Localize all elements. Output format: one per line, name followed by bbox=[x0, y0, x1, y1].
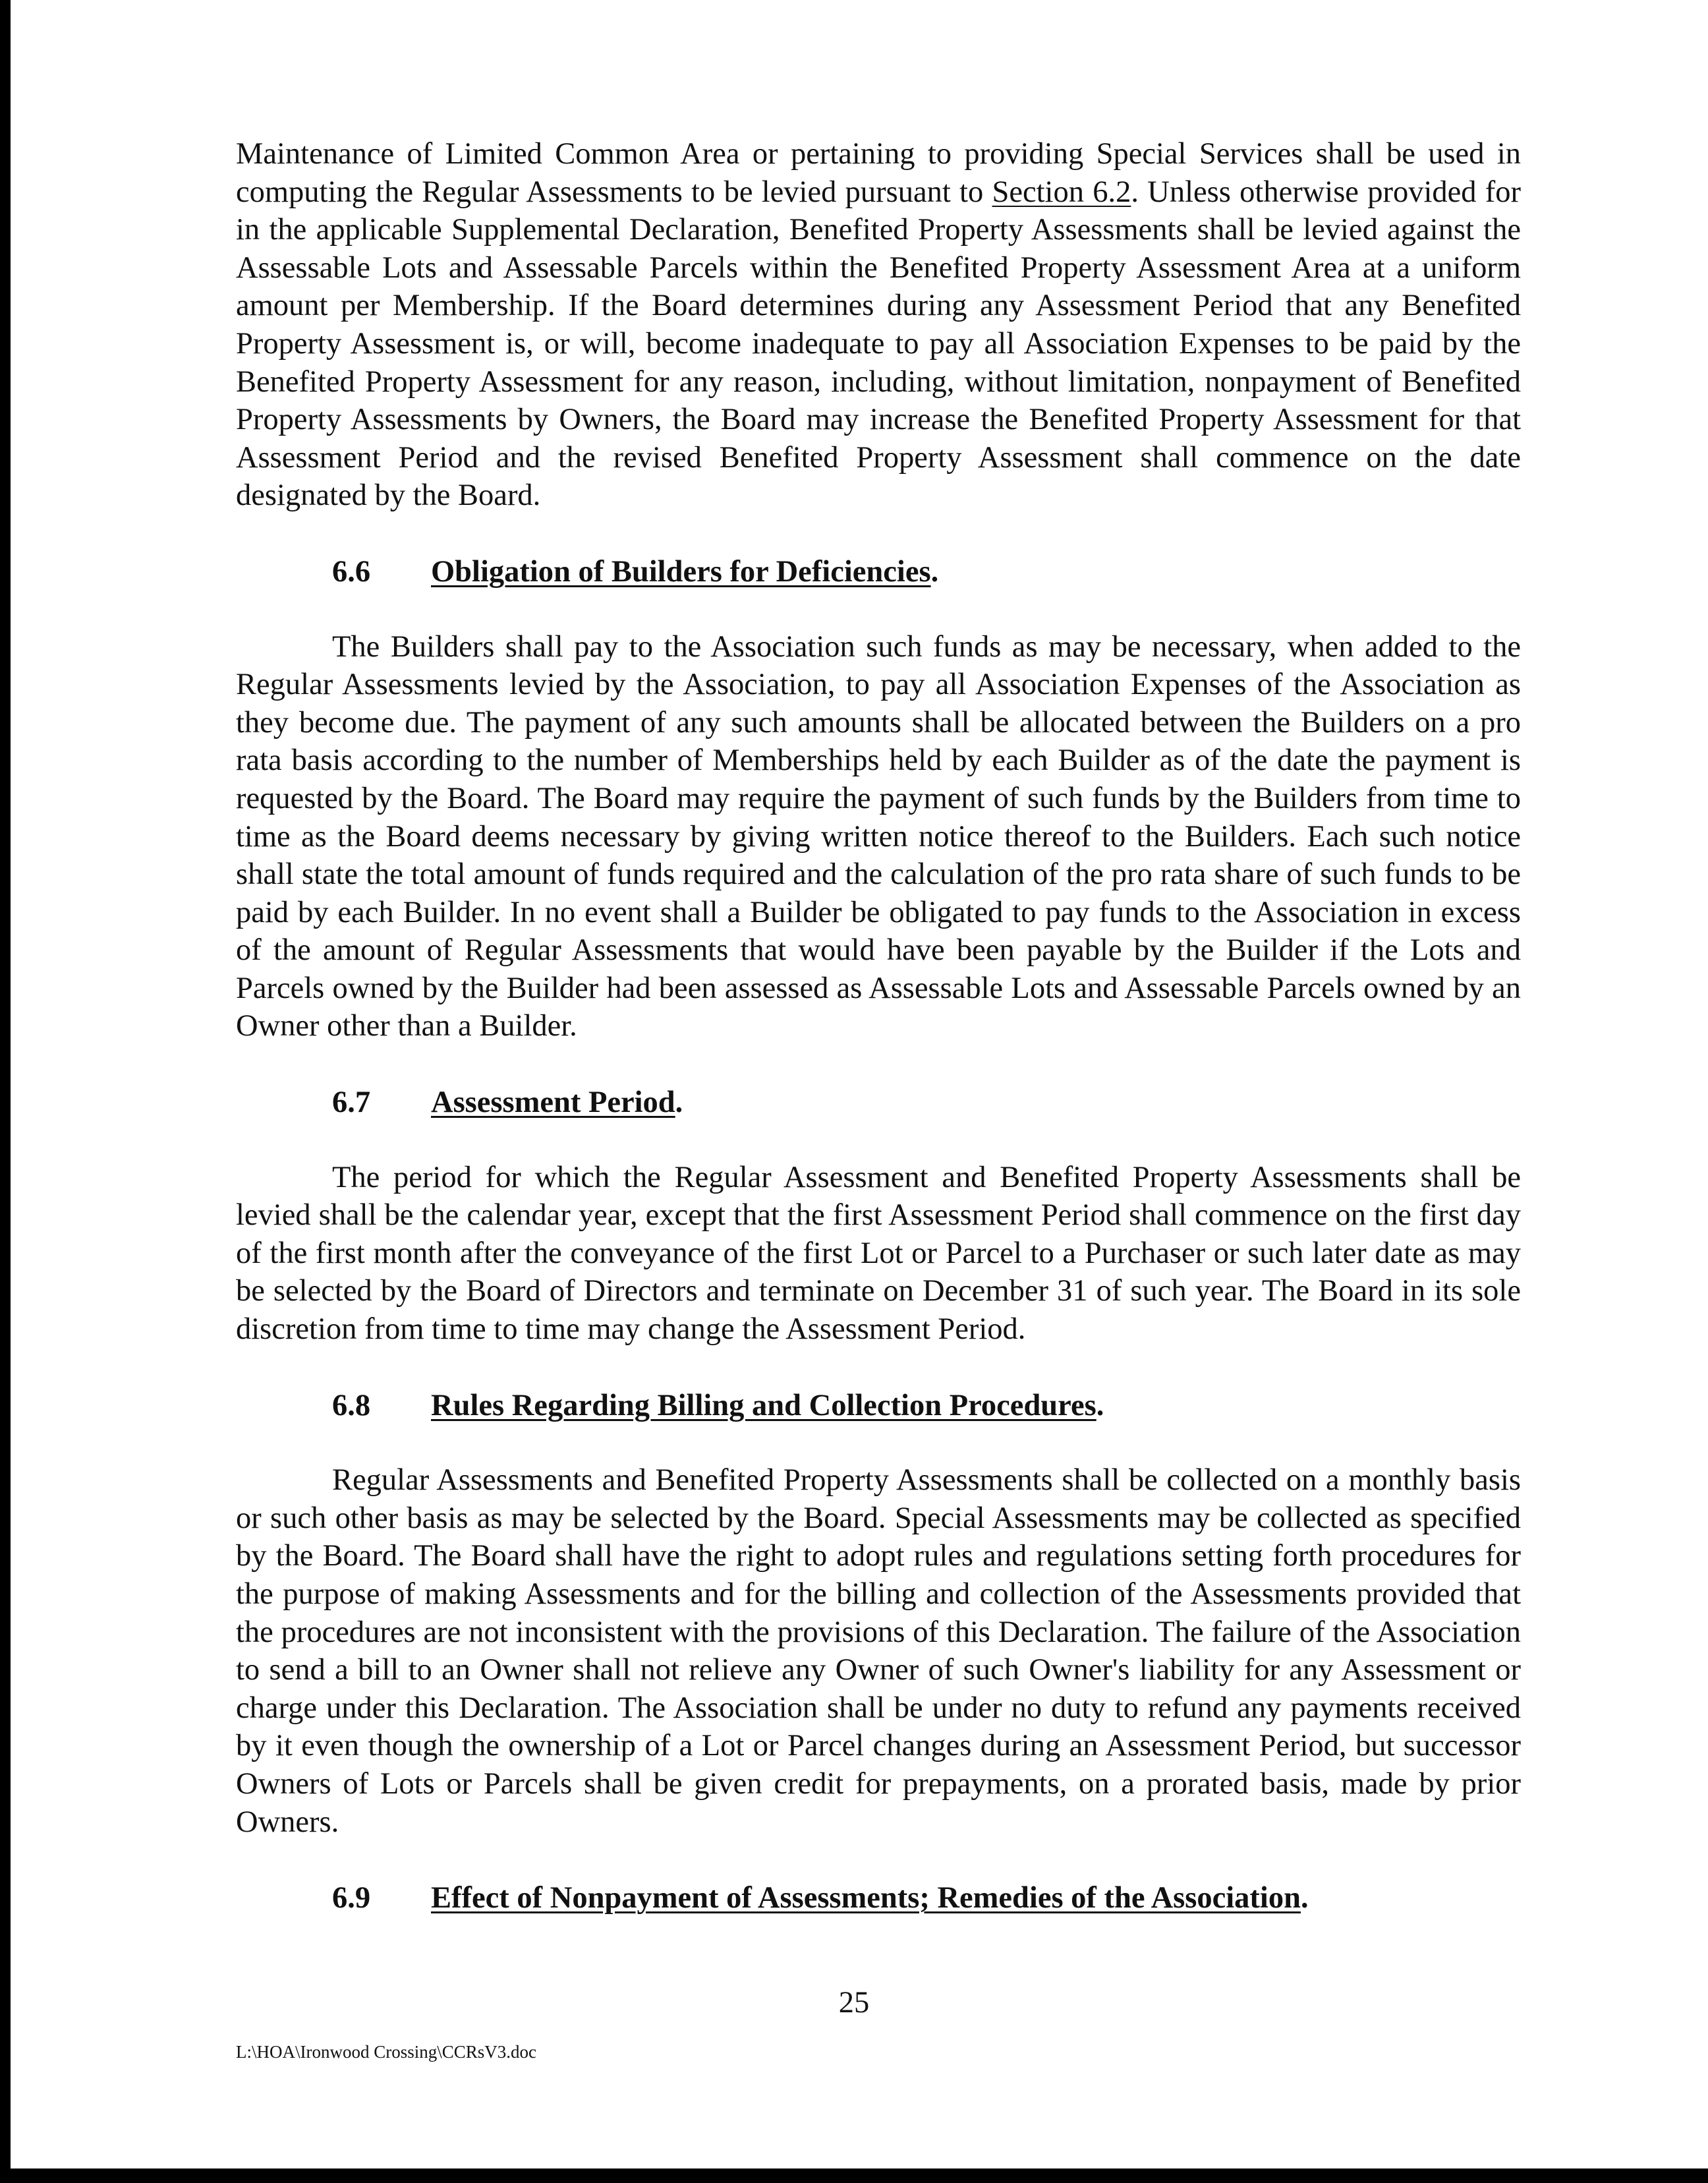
heading-period: . bbox=[1096, 1388, 1104, 1422]
section-6-6-heading bbox=[236, 553, 1521, 591]
scan-edge-left bbox=[0, 0, 11, 2183]
heading-period: . bbox=[930, 554, 939, 589]
section-6-9-title: Effect of Nonpayment of Assessments; Remedies of the Association bbox=[431, 1881, 1301, 1915]
section-6-7-number: 6.7 bbox=[332, 1086, 371, 1120]
section-6-7-title: Assessment Period bbox=[431, 1086, 675, 1120]
section-6-6-paragraph: The Builders shall pay to the Association such funds as may be necessary, when added to the Regular Assessments levied by the Association, to pay all Association Expenses of the Association as they become due. The payment of any such amounts shall be allocated between the Builders on a pro rata basis according to the number of Memberships held by each Builder as of the date the payment is requested by the Board. The Board may require the payment of such funds by the Builders from time to time as the Board deems necessary by giving written notice thereof to the Builders. Each such notice shall state the total amount of funds required and the calculation of the pro rata share of such funds to be paid by each Builder. In no event shall a Builder be obligated to pay funds to the Association in excess of the amount of Regular Assessments that would have been payable by the Builder if the Lots and Parcels owned by the Builder had been assessed as Assessable Lots and Assessable Parcels owned by an Owner other than a Builder. bbox=[236, 629, 1521, 1043]
page-number: 25 bbox=[838, 1986, 870, 2020]
heading-period: . bbox=[1300, 1881, 1309, 1915]
section-6-6-number: 6.6 bbox=[332, 554, 371, 589]
intro-text-start: Maintenance of Limited Common Area or pertaining to providing Special Services shall be used in computing the Regular Assessments to be levied pursuant to bbox=[236, 137, 1521, 209]
section-6-8-number: 6.8 bbox=[332, 1388, 371, 1422]
document-page bbox=[236, 135, 1521, 1917]
footer-file-path: L:\HOA\Ironwood Crossing\CCRsV3.doc bbox=[236, 2042, 537, 2062]
section-6-8-title: Rules Regarding Billing and Collection Procedures bbox=[431, 1388, 1096, 1422]
section-6-6-title: Obligation of Builders for Deficiencies bbox=[431, 554, 931, 589]
section-6-8-paragraph: Regular Assessments and Benefited Property Assessments shall be collected on a monthly basis or such other basis as may be selected by the Board. Special Assessments may be collected as specified by the Board. The Board shall have the right to adopt rules and regulations setting forth procedures for the purpose of making Assessments and for the billing and collection of the Assessments provided that the procedures are not inconsistent with the provisions of this Declaration. The failure of the Association to send a bill to an Owner shall not relieve any Owner of such Owner's liability for any Assessment or charge under this Declaration. The Association shall be under no duty to refund any payments received by it even though the ownership of a Lot or Parcel changes during an Assessment Period, but successor Owners of Lots or Parcels shall be given credit for prepayments, on a prorated basis, made by prior Owners. bbox=[236, 1463, 1521, 1839]
section-6-9-heading bbox=[236, 1879, 1521, 1917]
intro-text-end: . Unless otherwise provided for in the applicable Supplemental Declaration, Benefited Property Assessments shall be levied against the Assessable Lots and Assessable Parcels within the Benefited Property Assessment Area at a uniform amount per Membership. If the Board determines during any Assessment Period that any Benefited Property Assessment is, or will, become inadequate to pay all Association Expenses to be paid by the Benefited Property Assessment for any reason, including, without limitation, nonpayment of Benefited Property Assessments by Owners, the Board may increase the Benefited Property Assessment for that Assessment Period and the revised Benefited Property Assessment shall commence on the date designated by the Board. bbox=[236, 175, 1521, 513]
section-6-2-reference: Section 6.2 bbox=[992, 175, 1131, 209]
scan-edge-bottom bbox=[0, 2168, 1708, 2183]
section-6-7-paragraph: The period for which the Regular Assessment and Benefited Property Assessments shall be levied shall be the calendar year, except that the first Assessment Period shall commence on the first day of the first month after the conveyance of the first Lot or Parcel to a Purchaser or such later date as may be selected by the Board of Directors and terminate on December 31 of such year. The Board in its sole discretion from time to time may change the Assessment Period. bbox=[236, 1160, 1521, 1347]
section-6-8-heading bbox=[236, 1387, 1521, 1425]
section-6-7-heading bbox=[236, 1084, 1521, 1122]
intro-paragraph bbox=[236, 135, 1521, 515]
section-6-9-number: 6.9 bbox=[332, 1881, 371, 1915]
heading-period: . bbox=[675, 1086, 683, 1120]
